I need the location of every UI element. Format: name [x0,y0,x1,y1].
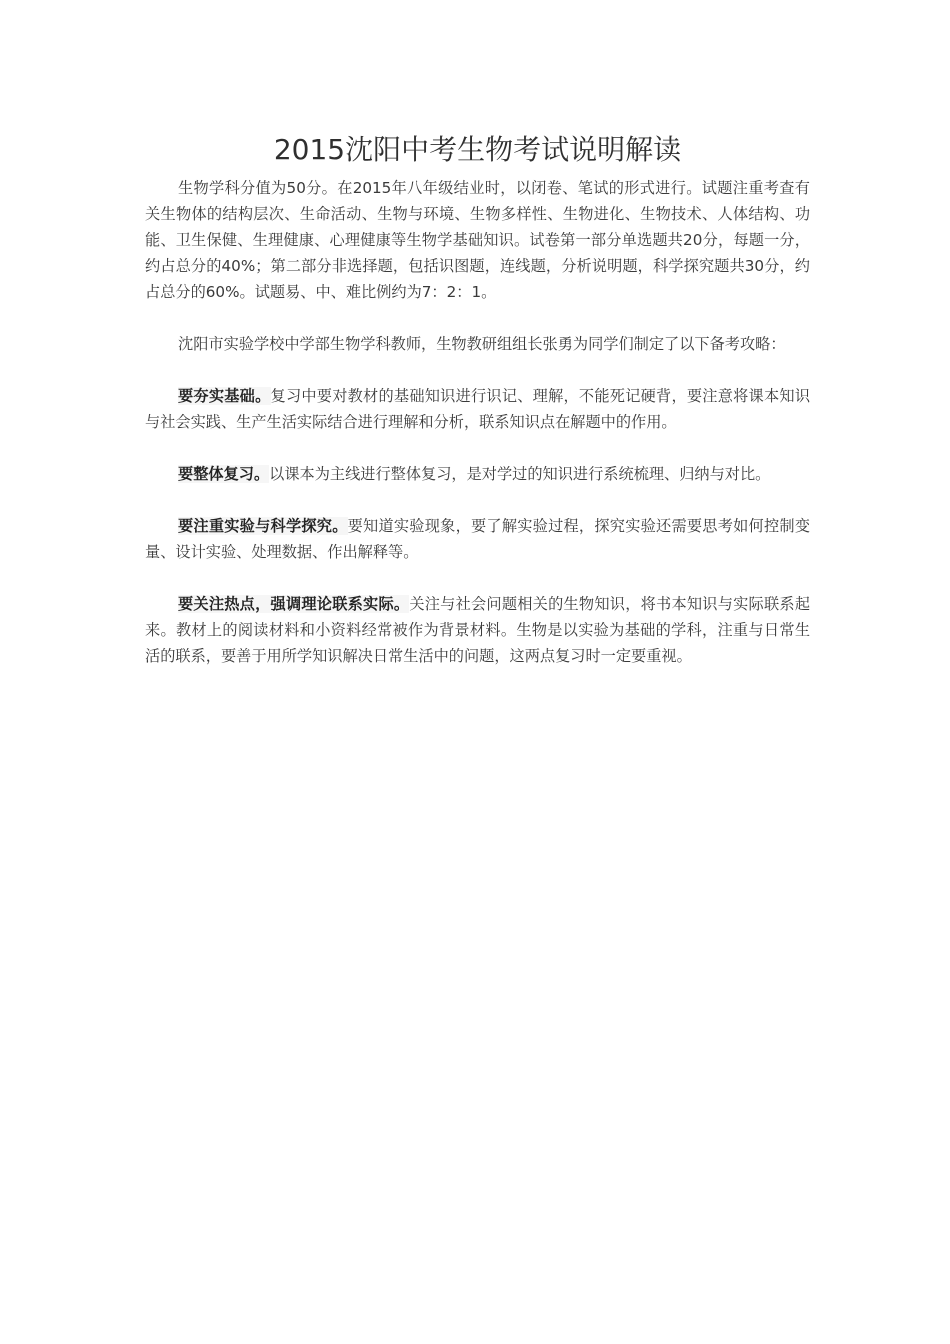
paragraph-tip-experiments [145,513,810,565]
document-title: 2015沈阳中考生物考试说明解读 [273,133,682,166]
paragraph-text: 关注与社会问题相关的生物知识，将书本知识与实际联系起来。教材上的阅读材料和小资料经常被作为背景材料。生物是以实验为基础的学科，注重与日常生活的联系，要善于用所学知识解决日常生活中的问题，这两点复习时一定要重视。 [145,595,811,665]
paragraph-teacher-intro [145,331,810,357]
paragraph-text: 复习中要对教材的基础知识进行识记、理解，不能死记硬背，要注意将课本知识与社会实践、生产生活实际结合进行理解和分析，联系知识点在解题中的作用。 [145,387,811,431]
paragraph-text: 沈阳市实验学校中学部生物学科教师，生物教研组组长张勇为同学们制定了以下备考攻略： [178,335,786,353]
paragraph-lead: 要夯实基础。 [178,387,271,405]
paragraph-lead: 要整体复习。 [178,465,270,483]
paragraph-lead: 要注重实验与科学探究。 [178,517,348,535]
document-body [145,175,810,695]
paragraph-text: 以课本为主线进行整体复习，是对学过的知识进行系统梳理、归纳与对比。 [269,465,771,483]
paragraph-lead: 要关注热点，强调理论联系实际。 [178,595,410,613]
paragraph-text: 生物学科分值为50分。在2015年八年级结业时，以闭卷、笔试的形式进行。试题注重考查有关生物体的结构层次、生命活动、生物与环境、生物多样性、生物进化、生物技术、人体结构、功能、卫生保健、生理健康、心理健康等生物学基础知识。试卷第一部分单选题共20分，每题一分，约占总分的40%；第二部分非选择题，包括识图题，连线题，分析说明题，科学探究题共30分，约占总分的60%。试题易、中、难比例约为7：2：1。 [145,179,810,301]
paragraph-text: 要知道实验现象，要了解实验过程，探究实验还需要思考如何控制变量、设计实验、处理数据、作出解释等。 [145,517,811,561]
paragraph-exam-overview [145,175,810,305]
paragraph-tip-foundation [145,383,810,435]
paragraph-tip-hot-topics [145,591,810,669]
paragraph-tip-overall-review [145,461,810,487]
